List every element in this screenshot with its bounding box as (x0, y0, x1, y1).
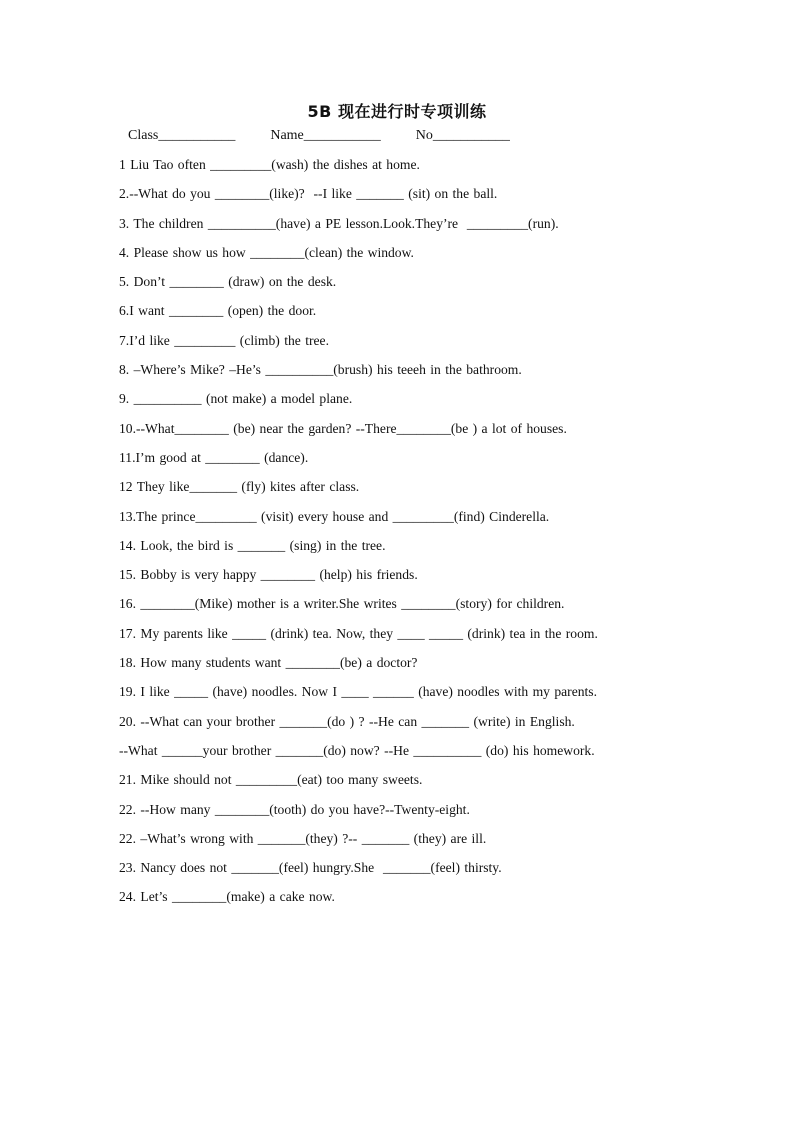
question-item: 13.The prince_________ (visit) every house and _________(find) Cinderella. (119, 508, 550, 524)
question-item: 24. Let’s ________(make) a cake now. (119, 889, 335, 905)
question-item: 22. --How many ________(tooth) do you have?--Twenty-eight. (119, 801, 470, 817)
question-item: 8. –Where’s Mike? –He’s __________(brush) his teeeh in the bathroom. (119, 362, 522, 378)
question-item: 3. The children __________(have) a PE lesson.Look.They’re _________(run). (119, 215, 559, 231)
question-item: 18. How many students want ________(be) a doctor? (119, 655, 418, 671)
question-item: --What ______your brother _______(do) now? --He __________ (do) his homework. (119, 742, 595, 758)
question-item: 22. –What’s wrong with _______(they) ?-- _______ (they) are ill. (119, 830, 487, 846)
question-item: 21. Mike should not _________(eat) too many sweets. (119, 772, 423, 788)
question-item: 1 Liu Tao often _________(wash) the dishes at home. (119, 157, 420, 172)
question-item: 6.I want ________ (open) the door. (119, 303, 317, 319)
question-item: 9. __________ (not make) a model plane. (119, 391, 353, 407)
question-item: 15. Bobby is very happy ________ (help) his friends. (119, 567, 418, 583)
page-title: 5B 现在进行时专项训练 (307, 102, 487, 121)
question-item: 14. Look, the bird is _______ (sing) in the tree. (119, 537, 386, 553)
question-list (119, 154, 679, 916)
student-info-row (128, 128, 510, 144)
question-item: 10.--What________ (be) near the garden? --There________(be ) a lot of houses. (119, 420, 567, 436)
question-item: 7.I’d like _________ (climb) the tree. (119, 332, 329, 348)
question-item: 17. My parents like _____ (drink) tea. Now, they ____ _____ (drink) tea in the room. (119, 625, 598, 641)
question-item: 2.--What do you ________(like)? --I like _______ (sit) on the ball. (119, 186, 498, 202)
question-item: 4. Please show us how ________(clean) the window. (119, 244, 414, 260)
question-item: 20. --What can your brother _______(do ) ? --He can _______ (write) in English. (119, 713, 575, 729)
question-item: 12 They like_______ (fly) kites after class. (119, 479, 360, 495)
name-field: Name___________ (270, 128, 381, 143)
question-item: 11.I’m good at ________ (dance). (119, 449, 309, 465)
question-item: 23. Nancy does not _______(feel) hungry.She _______(feel) thirsty. (119, 860, 502, 876)
class-field: Class___________ (128, 128, 236, 143)
question-item: 19. I like _____ (have) noodles. Now I ____ ______ (have) noodles with my parents. (119, 684, 597, 700)
number-field: No___________ (415, 128, 510, 143)
question-item: 16. ________(Mike) mother is a writer.She writes ________(story) for children. (119, 596, 565, 612)
question-item: 5. Don’t ________ (draw) on the desk. (119, 274, 337, 290)
